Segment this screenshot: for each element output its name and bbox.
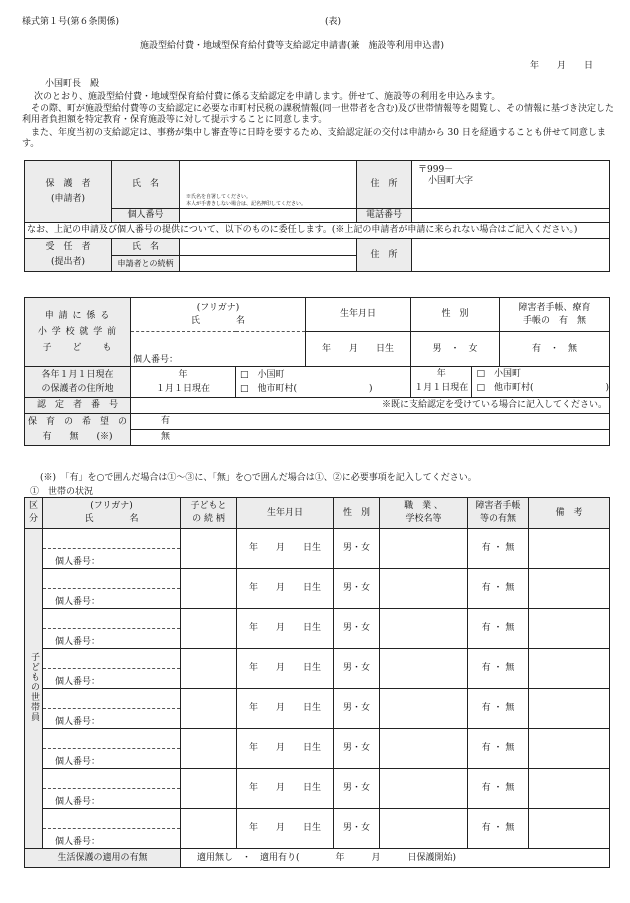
- child-name-label: 氏 名: [191, 315, 246, 326]
- page-title: 施設型給付費・地域型保育給付費等支給認定申請書(兼 施設等利用申込書): [140, 41, 445, 51]
- member-sex[interactable]: 男・女: [334, 729, 380, 769]
- household-group-label: [25, 529, 43, 849]
- household-table: [24, 497, 610, 868]
- member-occupation-field[interactable]: [380, 609, 468, 649]
- residence-year-label-1: 年 １月１日現在: [131, 367, 236, 398]
- option-town-2[interactable]: □ 小国町: [476, 369, 521, 379]
- member-name-field[interactable]: [43, 809, 181, 829]
- hdr-occupation: 職 業 、 学校名等: [380, 498, 468, 529]
- cert-number-label: 認 定 者 番 号: [25, 398, 131, 414]
- member-remarks-field[interactable]: [529, 769, 610, 809]
- member-dob: 年 月 日生: [237, 689, 334, 729]
- table-row: [25, 609, 610, 629]
- option-town-1[interactable]: □ 小国町: [240, 370, 285, 380]
- member-name-field[interactable]: [43, 689, 181, 709]
- hdr-name: [43, 498, 181, 529]
- child-table: [24, 297, 610, 446]
- residence-label: 各年１月１日現在 の保護者の住所地: [25, 367, 131, 398]
- child-disability-value[interactable]: 有 ・ 無: [532, 343, 578, 354]
- option-other-2[interactable]: □ 他市町村( ): [476, 383, 610, 393]
- agent-name-label: 氏 名: [112, 239, 180, 256]
- delegation-note: なお、上記の申請及び個人番号の提供について、以下のものに委任します。(※上記の申請者が申請に来られない場合はご記入ください。): [25, 223, 610, 239]
- member-remarks-field[interactable]: [529, 609, 610, 649]
- member-mynumber-label: 個人番号：: [43, 789, 181, 809]
- agent-label: 受 任 者 (提出者): [25, 239, 112, 272]
- member-remarks-field[interactable]: [529, 529, 610, 569]
- member-dob: 年 月 日生: [237, 529, 334, 569]
- agent-relation-label: 申請者との続柄: [112, 256, 180, 272]
- member-disability[interactable]: 有 ・ 無: [468, 529, 529, 569]
- hope-yes[interactable]: 有: [131, 414, 610, 430]
- member-remarks-field[interactable]: [529, 689, 610, 729]
- residence-year-label-2: 年 １月１日現在: [411, 367, 472, 397]
- table-row: [25, 529, 610, 549]
- hdr-sex: 性 別: [334, 498, 380, 529]
- applicant-name-label: 氏 名: [112, 161, 180, 209]
- member-mynumber-label: 個人番号：: [43, 589, 181, 609]
- residence-block-2: [411, 367, 610, 398]
- member-dob: 年 月 日生: [237, 769, 334, 809]
- agent-name-field[interactable]: [180, 239, 357, 256]
- member-name-field[interactable]: [43, 529, 181, 549]
- member-remarks-field[interactable]: [529, 809, 610, 849]
- child-name-field[interactable]: [131, 332, 306, 351]
- member-mynumber-label: 個人番号：: [43, 749, 181, 769]
- member-mynumber-label: 個人番号：: [43, 629, 181, 649]
- member-relation-field[interactable]: [181, 729, 237, 769]
- child-mynumber-label: 個人番号：: [131, 350, 306, 366]
- addressee: 小国町長 殿: [45, 79, 100, 89]
- member-name-field[interactable]: [43, 769, 181, 789]
- member-mynumber-label: 個人番号：: [43, 669, 181, 689]
- address-value: 小国町大字: [428, 176, 474, 186]
- member-sex[interactable]: 男・女: [334, 809, 380, 849]
- member-dob: 年 月 日生: [237, 729, 334, 769]
- name-note: ※氏名を自署してください。 本人が手書きしない場合は、記名押印してください。: [186, 194, 307, 207]
- member-occupation-field[interactable]: [380, 529, 468, 569]
- cert-number-note[interactable]: ※既に支給認定を受けている場合に記入してください。: [131, 398, 610, 414]
- side-label: (表): [325, 17, 342, 27]
- table-row: [25, 769, 610, 789]
- member-relation-field[interactable]: [181, 769, 237, 809]
- member-relation-field[interactable]: [181, 649, 237, 689]
- welfare-value[interactable]: 適用無し ・ 適用有り( 年 月 日保護開始): [181, 849, 610, 868]
- member-occupation-field[interactable]: [380, 569, 468, 609]
- child-disability-label: 障害者手帳、療育 手帳の 有 無: [518, 302, 591, 326]
- phone-label: 電話番号: [357, 209, 412, 223]
- group-label-text: 子どもの世帯員: [29, 651, 39, 722]
- hope-label: 保 育 の 希 望 の 有 無 (※): [25, 414, 131, 446]
- child-sex-disability-values: [411, 332, 610, 367]
- member-mynumber-label: 個人番号：: [43, 709, 181, 729]
- member-relation-field[interactable]: [181, 689, 237, 729]
- member-disability[interactable]: 有 ・ 無: [468, 809, 529, 849]
- residence-options-1[interactable]: [236, 367, 411, 398]
- table-row: [25, 649, 610, 669]
- option-other-1[interactable]: □ 他市町村( ): [240, 384, 373, 394]
- member-occupation-field[interactable]: [380, 729, 468, 769]
- intro-paragraph-2: その際、町が施設型給付費等の支給認定に必要な市町村民税の課税情報(同一世帯者を含む)及び世帯情報等を閲覧し、その情報に基づき決定した利用者負担額を特定教育・保育施設等に対して提示することに同意します。: [22, 104, 615, 125]
- member-remarks-field[interactable]: [529, 569, 610, 609]
- member-relation-field[interactable]: [181, 529, 237, 569]
- hdr-kubun: 区 分: [25, 498, 43, 529]
- child-name-header: [131, 298, 306, 332]
- agent-address-label: 住 所: [357, 239, 412, 272]
- member-remarks-field[interactable]: [529, 729, 610, 769]
- child-sex-value[interactable]: 男 ・ 女: [411, 332, 500, 366]
- member-disability[interactable]: 有 ・ 無: [468, 569, 529, 609]
- date-line: 年 月 日: [530, 61, 594, 71]
- hdr-disability: 障害者手帳 等の有無: [468, 498, 529, 529]
- applicant-table: [24, 160, 610, 272]
- mynumber-field[interactable]: [180, 209, 357, 223]
- member-sex[interactable]: 男・女: [334, 609, 380, 649]
- applicant-address-label: 住 所: [357, 161, 412, 209]
- child-label: 申 請 に 係 る 小 学 校 就 学 前 子 ど も: [25, 298, 131, 367]
- member-sex[interactable]: 男・女: [334, 529, 380, 569]
- child-sex-label: 性 別: [411, 298, 500, 331]
- member-occupation-field[interactable]: [380, 689, 468, 729]
- table-row: [25, 809, 610, 829]
- member-occupation-field[interactable]: [380, 769, 468, 809]
- member-name-field[interactable]: [43, 569, 181, 589]
- mynumber-label: 個人番号: [112, 209, 180, 223]
- member-sex[interactable]: 男・女: [334, 569, 380, 609]
- member-mynumber-label: 個人番号：: [43, 549, 181, 569]
- member-name-field[interactable]: [43, 649, 181, 669]
- member-relation-field[interactable]: [181, 569, 237, 609]
- child-sex-disability-header: [411, 298, 610, 332]
- member-disability[interactable]: 有 ・ 無: [468, 769, 529, 809]
- member-dob: 年 月 日生: [237, 649, 334, 689]
- member-dob: 年 月 日生: [237, 809, 334, 849]
- member-disability[interactable]: 有 ・ 無: [468, 609, 529, 649]
- member-disability[interactable]: 有 ・ 無: [468, 649, 529, 689]
- member-sex[interactable]: 男・女: [334, 649, 380, 689]
- applicant-label: 保 護 者 (申請者): [25, 161, 112, 223]
- member-sex[interactable]: 男・女: [334, 689, 380, 729]
- member-name-field[interactable]: [43, 609, 181, 629]
- table-row: [25, 729, 610, 749]
- member-occupation-field[interactable]: [380, 649, 468, 689]
- phone-field[interactable]: [412, 209, 610, 223]
- intro-paragraph-3: また、年度当初の支給認定は、事務が集中し審査等に日時を要するため、支給認定証の交付は申請から 30 日を経過することも併せて同意します。: [22, 128, 606, 149]
- hdr-name-label: 氏 名: [84, 514, 139, 524]
- form-number: 様式第１号(第６条関係): [22, 17, 120, 27]
- member-dob: 年 月 日生: [237, 569, 334, 609]
- member-name-field[interactable]: [43, 729, 181, 749]
- asterisk-note: (※) 「有」を○で囲んだ場合は①～③に、「無」を○で囲んだ場合は①、②に必要事項を記入してください。: [40, 473, 477, 483]
- member-relation-field[interactable]: [181, 809, 237, 849]
- member-sex[interactable]: 男・女: [334, 769, 380, 809]
- member-disability[interactable]: 有 ・ 無: [468, 729, 529, 769]
- member-mynumber-label: 個人番号：: [43, 829, 181, 849]
- hdr-furigana: (フリガナ): [90, 501, 133, 511]
- hope-no[interactable]: 無: [131, 430, 610, 446]
- postal-code: 〒999－: [418, 165, 454, 175]
- child-dob-label: 生年月日: [306, 298, 411, 332]
- child-dob-value: 年 月 日生: [306, 332, 411, 367]
- table-row: [25, 569, 610, 589]
- intro-paragraph-1: 次のとおり、施設型給付費・地域型保育給付費に係る支給認定を申請します。併せて、施設等の利用を申込みます。: [34, 92, 501, 102]
- member-disability[interactable]: 有 ・ 無: [468, 689, 529, 729]
- applicant-address-field[interactable]: [412, 161, 610, 209]
- welfare-label: 生活保護の適用の有無: [25, 849, 181, 868]
- table-row: [25, 689, 610, 709]
- member-remarks-field[interactable]: [529, 649, 610, 689]
- agent-relation-field[interactable]: [180, 256, 357, 272]
- child-furigana-label: (フリガナ): [196, 302, 240, 313]
- member-dob: 年 月 日生: [237, 609, 334, 649]
- hdr-dob: 生年月日: [237, 498, 334, 529]
- hdr-remarks: 備 考: [529, 498, 610, 529]
- applicant-name-field[interactable]: [180, 161, 357, 209]
- section-household-heading: ① 世帯の状況: [30, 487, 94, 497]
- hdr-relation: 子どもと の 続 柄: [181, 498, 237, 529]
- agent-address-field[interactable]: [412, 239, 610, 272]
- member-occupation-field[interactable]: [380, 809, 468, 849]
- member-relation-field[interactable]: [181, 609, 237, 649]
